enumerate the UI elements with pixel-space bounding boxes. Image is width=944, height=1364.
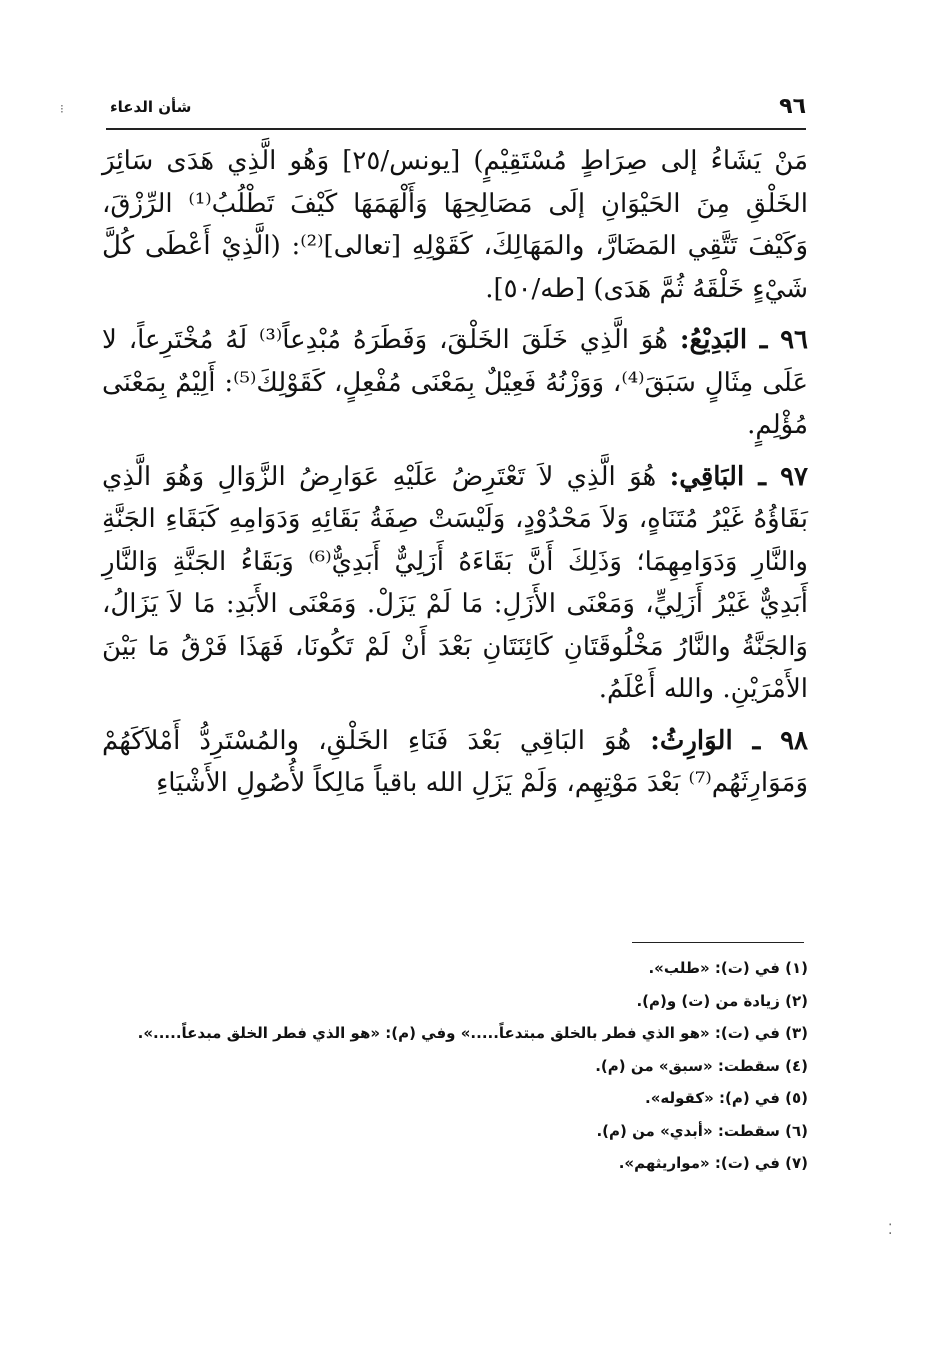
footnote: (٦) سقطت: «أبدي» من (م). xyxy=(596,1121,808,1140)
entry-96-paragraph xyxy=(102,319,808,447)
footnote: (١) في (ت): «طلب». xyxy=(648,959,808,977)
entry-headword: ٩٨ ـ الوَارِثُ: xyxy=(650,725,809,756)
paragraph-text: هُوَ الَّذِي خَلَقَ الخَلْقَ، وَفَطَرَهُ مُبْدِعاً⁽³⁾ لَهُ مُخْتَرِعاً، لا عَلَى مِثَالٍ سَبَقَ⁽⁴⁾، وَوَزْنُهُ فَعِيْلٌ بِمَعْنَى مُفْعِلٍ، كَقَوْلِكَ⁽⁵⁾: أَلِيْمٌ بِمَعْنَى مُؤْلِمٍ. xyxy=(102,325,808,440)
footnotes xyxy=(108,952,808,1180)
scan-speck-mark: ⁝ xyxy=(60,102,64,116)
footnote-divider xyxy=(632,942,804,943)
footnote: (٥) في (م): «كقوله». xyxy=(645,1089,808,1107)
page-header xyxy=(106,94,806,130)
running-title: شأن الدعاء xyxy=(110,98,192,116)
footnote: (٧) في (ت): «مواريثهم». xyxy=(618,1154,808,1172)
footnote: (٣) في (ت): «هو الذي فطر بالخلق مبتدعاً.....» وفي (م): «هو الذي فطر الخلق مبدعاً.....». xyxy=(137,1024,808,1042)
paragraph-text: مَنْ يَشَاءُ إلى صِرَاطٍ مُسْتَقِيْمٍ) [يونس/٢٥] وَهُو الَّذِي هَدَى سَائِرَ الخَلْقِ مِنَ الحَيْوَانِ إلَى مَصَالِحِهَا وَأَلْهَمَهَا كَيْفَ تَطْلُبُ⁽¹⁾ الرِّزْقَ، وَكَيْفَ تَتَّقِي المَضَارَّ، والمَهَالِكَ، كَقَوْلِهِ [تعالى]⁽²⁾: (الَّذِيْ أَعْطَى كُلَّ شَيْءٍ خَلْقَهُ ثُمَّ هَدَى) [طه/٥٠]. xyxy=(102,146,809,304)
paragraph-text: هُوَ البَاقِي بَعْدَ فَنَاءِ الخَلْقِ، والمُسْتَرِدُّ أَمْلاَكَهُمْ وَمَوَارِثَهُم⁽⁷⁾ بَعْدَ مَوْتِهِم، وَلَمْ يَزَلِ الله باقياً مَالِكاً لأُصُولِ الأَشْيَاءِ xyxy=(102,725,808,798)
entry-headword: ٩٧ ـ البَاقِي: xyxy=(669,461,808,492)
footnote: (٤) سقطت: «سبق» من (م). xyxy=(595,1056,808,1075)
entry-98-paragraph xyxy=(102,720,808,805)
scan-speck-mark: ⁚ xyxy=(888,1222,893,1238)
page-number: ٩٦ xyxy=(779,94,806,119)
paragraph-text: هُوَ الَّذِي لاَ تَعْتَرِضُ عَلَيْهِ عَوَارِضُ الزَّوَالِ وَهُوَ الَّذِي بَقَاؤُهُ غَيْرُ مُتَنَاهٍ، وَلاَ مَحْدُوْدٍ، وَلَيْسَتْ صِفَةُ بَقَائِهِ وَدَوَامِهِ كَبَقَاءِ الجَنَّةِ والنَّارِ وَدَوَامِهِمَا؛ وَذَلِكَ أَنَّ بَقَاءَهُ أَزَلِيٌّ أَبَدِيٌّ⁽⁶⁾ وَبَقَاءُ الجَنَّةِ وَالنَّارِ أَبَدِيٌّ غَيْرُ أَزَلِيٍّ، وَمَعْنَى الأَزَلِ: مَا لَمْ يَزَلْ. وَمَعْنَى الأَبَدِ: مَا لاَ يَزَالُ، وَالجَنَّةُ والنَّارُ مَخْلُوقَتَانِ كَائِنَتَانِ بَعْدَ أَنْ لَمْ تَكُونَا، فَهَذَا فَرْقُ مَا بَيْنَ الأَمْرَيْنِ. والله أَعْلَمُ. xyxy=(102,461,808,704)
entry-97-paragraph xyxy=(102,456,808,711)
entry-headword: ٩٦ ـ البَدِيْعُ: xyxy=(679,325,809,355)
paragraph-continuation xyxy=(102,140,808,310)
footnote: (٢) زيادة من (ت) و(م). xyxy=(636,991,808,1010)
main-text xyxy=(102,140,808,814)
